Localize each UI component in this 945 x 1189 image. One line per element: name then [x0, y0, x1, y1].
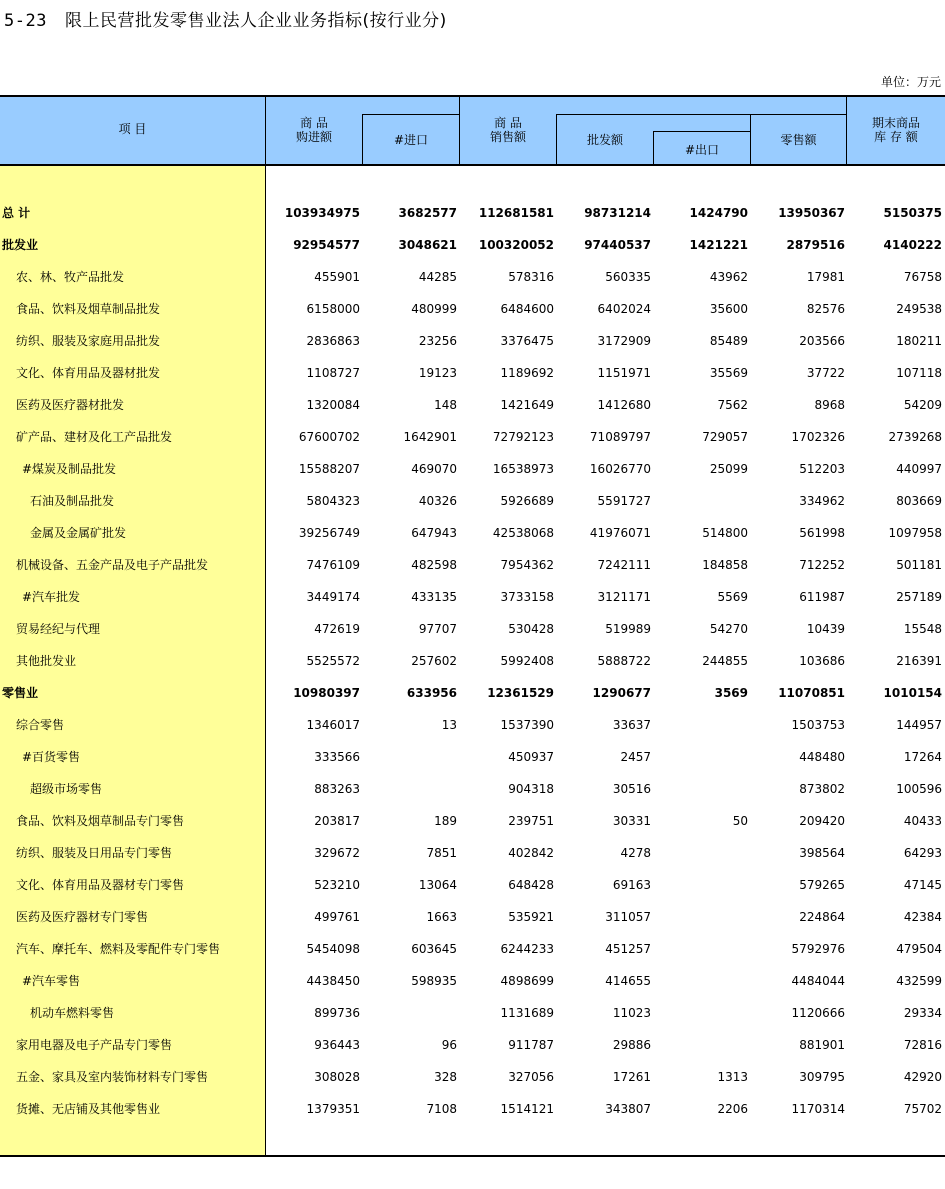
row-value: 7562	[717, 398, 748, 412]
row-value: 239751	[508, 814, 554, 828]
row-value: 579265	[799, 878, 845, 892]
table-row	[0, 843, 945, 863]
row-value: 42920	[903, 1070, 942, 1084]
row-value: 69163	[612, 878, 651, 892]
row-label: 其他批发业	[16, 654, 77, 668]
row-value: 249538	[896, 302, 942, 316]
row-value: 1663	[426, 910, 457, 924]
row-value: 309795	[799, 1070, 845, 1084]
row-value: 451257	[605, 942, 651, 956]
row-value: 899736	[314, 1006, 360, 1020]
row-value: 33637	[612, 718, 651, 732]
row-value: 1702326	[791, 430, 845, 444]
row-value: 3048621	[398, 238, 457, 252]
table-row	[0, 779, 945, 799]
unit-label: 单位：万元	[880, 75, 941, 89]
row-value: 11023	[612, 1006, 651, 1020]
row-value: 480999	[411, 302, 457, 316]
row-value: 519989	[605, 622, 651, 636]
row-value: 883263	[314, 782, 360, 796]
row-label: 医药及医疗器材批发	[16, 398, 125, 412]
row-value: 12361529	[487, 686, 554, 700]
row-value: 13	[441, 718, 457, 732]
row-label: #汽车批发	[22, 590, 81, 604]
row-value: 433135	[411, 590, 457, 604]
row-value: 209420	[799, 814, 845, 828]
row-value: 530428	[508, 622, 554, 636]
row-value: 75702	[903, 1102, 942, 1116]
row-value: 216391	[896, 654, 942, 668]
row-value: 3376475	[500, 334, 554, 348]
row-value: 203566	[799, 334, 845, 348]
row-value: 15588207	[298, 462, 360, 476]
table-row	[0, 651, 945, 671]
row-value: 501181	[896, 558, 942, 572]
row-value: 803669	[896, 494, 942, 508]
header-bottom-rule	[0, 164, 945, 166]
row-value: 203817	[314, 814, 360, 828]
header-purchase: 商 品 购进额	[295, 116, 332, 144]
table-row	[0, 907, 945, 927]
row-value: 450937	[508, 750, 554, 764]
row-value: 5150375	[883, 206, 942, 220]
table-row	[0, 1003, 945, 1023]
row-value: 180211	[896, 334, 942, 348]
row-value: 11070851	[778, 686, 845, 700]
row-value: 911787	[508, 1038, 554, 1052]
row-value: 598935	[411, 974, 457, 988]
table-row	[0, 299, 945, 319]
row-value: 35600	[709, 302, 748, 316]
table-row	[0, 811, 945, 831]
row-value: 1503753	[791, 718, 845, 732]
row-value: 1010154	[883, 686, 942, 700]
row-value: 308028	[314, 1070, 360, 1084]
row-value: 1120666	[791, 1006, 845, 1020]
row-value: 1290677	[592, 686, 651, 700]
row-value: 414655	[605, 974, 651, 988]
row-value: 19123	[418, 366, 457, 380]
header-sales: 商 品 销售额	[489, 116, 526, 144]
row-value: 499761	[314, 910, 360, 924]
table-row	[0, 363, 945, 383]
row-value: 2836863	[306, 334, 360, 348]
row-value: 647943	[411, 526, 457, 540]
row-value: 1642901	[403, 430, 457, 444]
row-value: 16538973	[492, 462, 554, 476]
row-value: 1189692	[500, 366, 554, 380]
row-value: 7851	[426, 846, 457, 860]
row-value: 1537390	[500, 718, 554, 732]
row-value: 6244233	[500, 942, 554, 956]
row-value: 329672	[314, 846, 360, 860]
row-value: 30516	[612, 782, 651, 796]
row-label: 货摊、无店铺及其他零售业	[16, 1102, 161, 1116]
row-value: 5926689	[500, 494, 554, 508]
row-value: 98731214	[584, 206, 651, 220]
row-value: 103934975	[284, 206, 360, 220]
row-value: 97440537	[584, 238, 651, 252]
row-value: 107118	[896, 366, 942, 380]
row-value: 611987	[799, 590, 845, 604]
row-value: 535921	[508, 910, 554, 924]
row-value: 4278	[620, 846, 651, 860]
row-value: 512203	[799, 462, 845, 476]
header-retail: 零售额	[780, 133, 817, 147]
row-value: 1424790	[689, 206, 748, 220]
row-value: 873802	[799, 782, 845, 796]
row-value: 5454098	[306, 942, 360, 956]
row-value: 72792123	[492, 430, 554, 444]
row-value: 729057	[702, 430, 748, 444]
row-value: 37722	[806, 366, 845, 380]
row-value: 2739268	[888, 430, 942, 444]
row-value: 17261	[612, 1070, 651, 1084]
row-label: 医药及医疗器材专门零售	[16, 910, 149, 924]
row-value: 25099	[709, 462, 748, 476]
row-value: 42384	[903, 910, 942, 924]
table-row	[0, 459, 945, 479]
row-label: 石油及制品批发	[30, 494, 115, 508]
row-value: 40326	[418, 494, 457, 508]
table-row	[0, 491, 945, 511]
row-label: 总 计	[2, 206, 31, 220]
row-label: 矿产品、建材及化工产品批发	[16, 430, 173, 444]
row-value: 334962	[799, 494, 845, 508]
row-value: 560335	[605, 270, 651, 284]
row-value: 1379351	[306, 1102, 360, 1116]
row-value: 16026770	[589, 462, 651, 476]
row-value: 561998	[799, 526, 845, 540]
row-value: 10980397	[293, 686, 360, 700]
row-value: 1131689	[500, 1006, 554, 1020]
row-label: 食品、饮料及烟草制品专门零售	[16, 814, 185, 828]
table-row	[0, 587, 945, 607]
header-wholesale: 批发额	[586, 133, 623, 147]
row-value: 328	[434, 1070, 457, 1084]
header-divider	[653, 131, 750, 132]
row-value: 7476109	[306, 558, 360, 572]
row-value: 440997	[896, 462, 942, 476]
row-value: 257189	[896, 590, 942, 604]
row-label: #煤炭及制品批发	[22, 462, 117, 476]
row-value: 13950367	[778, 206, 845, 220]
row-value: 3682577	[398, 206, 457, 220]
row-label: 超级市场零售	[30, 782, 103, 796]
row-value: 472619	[314, 622, 360, 636]
row-label: 文化、体育用品及器材批发	[16, 366, 161, 380]
row-value: 100320052	[478, 238, 554, 252]
table-number: 5-23	[4, 11, 47, 31]
row-label: 零售业	[2, 686, 39, 700]
row-value: 3121171	[597, 590, 651, 604]
row-value: 184858	[702, 558, 748, 572]
row-value: 100596	[896, 782, 942, 796]
row-label: 贸易经纪与代理	[16, 622, 101, 636]
row-value: 8968	[814, 398, 845, 412]
row-value: 39256749	[298, 526, 360, 540]
row-value: 54209	[903, 398, 942, 412]
row-value: 224864	[799, 910, 845, 924]
row-value: 432599	[896, 974, 942, 988]
row-value: 1108727	[306, 366, 360, 380]
row-value: 1421221	[689, 238, 748, 252]
header-divider	[556, 114, 846, 115]
row-value: 333566	[314, 750, 360, 764]
row-value: 76758	[903, 270, 942, 284]
row-value: 71089797	[589, 430, 651, 444]
row-value: 4898699	[500, 974, 554, 988]
table-row	[0, 1035, 945, 1055]
row-value: 64293	[903, 846, 942, 860]
row-value: 5804323	[306, 494, 360, 508]
row-value: 5591727	[597, 494, 651, 508]
row-value: 455901	[314, 270, 360, 284]
row-value: 448480	[799, 750, 845, 764]
row-value: 244855	[702, 654, 748, 668]
row-label: 机械设备、五金产品及电子产品批发	[16, 558, 209, 572]
row-value: 17981	[806, 270, 845, 284]
row-value: 398564	[799, 846, 845, 860]
row-value: 50	[732, 814, 748, 828]
table-row	[0, 523, 945, 543]
row-value: 3733158	[500, 590, 554, 604]
row-value: 257602	[411, 654, 457, 668]
table-row	[0, 331, 945, 351]
table-row	[0, 555, 945, 575]
row-label: 纺织、服装及家庭用品批发	[16, 334, 161, 348]
row-value: 4140222	[883, 238, 942, 252]
header-inventory: 期末商品 库 存 额	[871, 116, 920, 144]
row-value: 712252	[799, 558, 845, 572]
row-value: 35569	[709, 366, 748, 380]
row-value: 29886	[612, 1038, 651, 1052]
row-value: 103686	[799, 654, 845, 668]
row-value: 29334	[903, 1006, 942, 1020]
row-label: 汽车、摩托车、燃料及零配件专门零售	[16, 942, 221, 956]
row-value: 2457	[620, 750, 651, 764]
table-row	[0, 1099, 945, 1119]
row-value: 92954577	[293, 238, 360, 252]
row-value: 402842	[508, 846, 554, 860]
row-value: 7108	[426, 1102, 457, 1116]
row-value: 4484044	[791, 974, 845, 988]
row-value: 3449174	[306, 590, 360, 604]
table-row	[0, 267, 945, 287]
table-row	[0, 235, 945, 255]
table-row	[0, 395, 945, 415]
table-row	[0, 747, 945, 767]
row-value: 144957	[896, 718, 942, 732]
row-value: 523210	[314, 878, 360, 892]
row-value: 7242111	[597, 558, 651, 572]
row-value: 67600702	[298, 430, 360, 444]
table-row	[0, 683, 945, 703]
row-value: 482598	[411, 558, 457, 572]
row-value: 72816	[903, 1038, 942, 1052]
row-value: 15548	[903, 622, 942, 636]
row-value: 5525572	[306, 654, 360, 668]
row-label: 家用电器及电子产品专门零售	[16, 1038, 173, 1052]
row-value: 327056	[508, 1070, 554, 1084]
row-value: 514800	[702, 526, 748, 540]
row-value: 881901	[799, 1038, 845, 1052]
row-value: 1170314	[791, 1102, 845, 1116]
table-row	[0, 427, 945, 447]
row-value: 112681581	[478, 206, 554, 220]
row-value: 1346017	[306, 718, 360, 732]
row-value: 469070	[411, 462, 457, 476]
page-title	[4, 6, 447, 31]
row-value: 30331	[612, 814, 651, 828]
row-label: 综合零售	[16, 718, 65, 732]
header-divider	[362, 114, 459, 115]
row-value: 13064	[418, 878, 457, 892]
header-export: #出口	[684, 143, 720, 157]
row-value: 42538068	[492, 526, 554, 540]
row-value: 4438450	[306, 974, 360, 988]
row-value: 1320084	[306, 398, 360, 412]
row-value: 633956	[406, 686, 457, 700]
row-label: 文化、体育用品及器材专门零售	[16, 878, 185, 892]
row-label: 机动车燃料零售	[30, 1006, 115, 1020]
table-row	[0, 971, 945, 991]
row-value: 41976071	[589, 526, 651, 540]
row-value: 1313	[717, 1070, 748, 1084]
row-value: 578316	[508, 270, 554, 284]
table-bottom-rule	[0, 1155, 945, 1157]
row-value: 1151971	[597, 366, 651, 380]
header-import: #进口	[393, 133, 429, 147]
row-value: 189	[434, 814, 457, 828]
row-value: 97707	[418, 622, 457, 636]
row-value: 43962	[709, 270, 748, 284]
table-row	[0, 715, 945, 735]
row-value: 82576	[806, 302, 845, 316]
row-label: 食品、饮料及烟草制品批发	[16, 302, 161, 316]
row-value: 10439	[806, 622, 845, 636]
row-value: 904318	[508, 782, 554, 796]
row-value: 54270	[709, 622, 748, 636]
row-label: #百货零售	[22, 750, 81, 764]
row-value: 479504	[896, 942, 942, 956]
row-value: 5888722	[597, 654, 651, 668]
row-value: 17264	[903, 750, 942, 764]
row-value: 2879516	[786, 238, 845, 252]
row-value: 23256	[418, 334, 457, 348]
row-value: 47145	[903, 878, 942, 892]
row-value: 5792976	[791, 942, 845, 956]
table-row	[0, 939, 945, 959]
row-label: 五金、家具及室内装饰材料专门零售	[16, 1070, 209, 1084]
table-title: 限上民营批发零售业法人企业业务指标(按行业分)	[64, 11, 447, 31]
row-value: 603645	[411, 942, 457, 956]
table-row	[0, 1067, 945, 1087]
row-label: 金属及金属矿批发	[30, 526, 127, 540]
header-item: 项 目	[118, 122, 147, 136]
row-value: 3172909	[597, 334, 651, 348]
row-value: 6158000	[306, 302, 360, 316]
table-row	[0, 203, 945, 223]
row-value: 2206	[717, 1102, 748, 1116]
row-value: 148	[434, 398, 457, 412]
row-value: 7954362	[500, 558, 554, 572]
table-top-rule	[0, 95, 945, 97]
row-value: 85489	[709, 334, 748, 348]
row-value: 648428	[508, 878, 554, 892]
row-value: 6402024	[597, 302, 651, 316]
row-value: 40433	[903, 814, 942, 828]
row-value: 6484600	[500, 302, 554, 316]
row-label: 批发业	[2, 238, 39, 252]
row-value: 3569	[714, 686, 748, 700]
row-value: 1412680	[597, 398, 651, 412]
row-value: 96	[441, 1038, 457, 1052]
row-label: 农、林、牧产品批发	[16, 270, 125, 284]
row-value: 1421649	[500, 398, 554, 412]
table-row	[0, 875, 945, 895]
row-value: 343807	[605, 1102, 651, 1116]
row-value: 5992408	[500, 654, 554, 668]
row-value: 44285	[418, 270, 457, 284]
row-label: #汽车零售	[22, 974, 81, 988]
row-value: 311057	[605, 910, 651, 924]
row-value: 1097958	[888, 526, 942, 540]
row-value: 5569	[717, 590, 748, 604]
table-row	[0, 619, 945, 639]
row-label: 纺织、服装及日用品专门零售	[16, 846, 173, 860]
row-value: 1514121	[500, 1102, 554, 1116]
row-value: 936443	[314, 1038, 360, 1052]
